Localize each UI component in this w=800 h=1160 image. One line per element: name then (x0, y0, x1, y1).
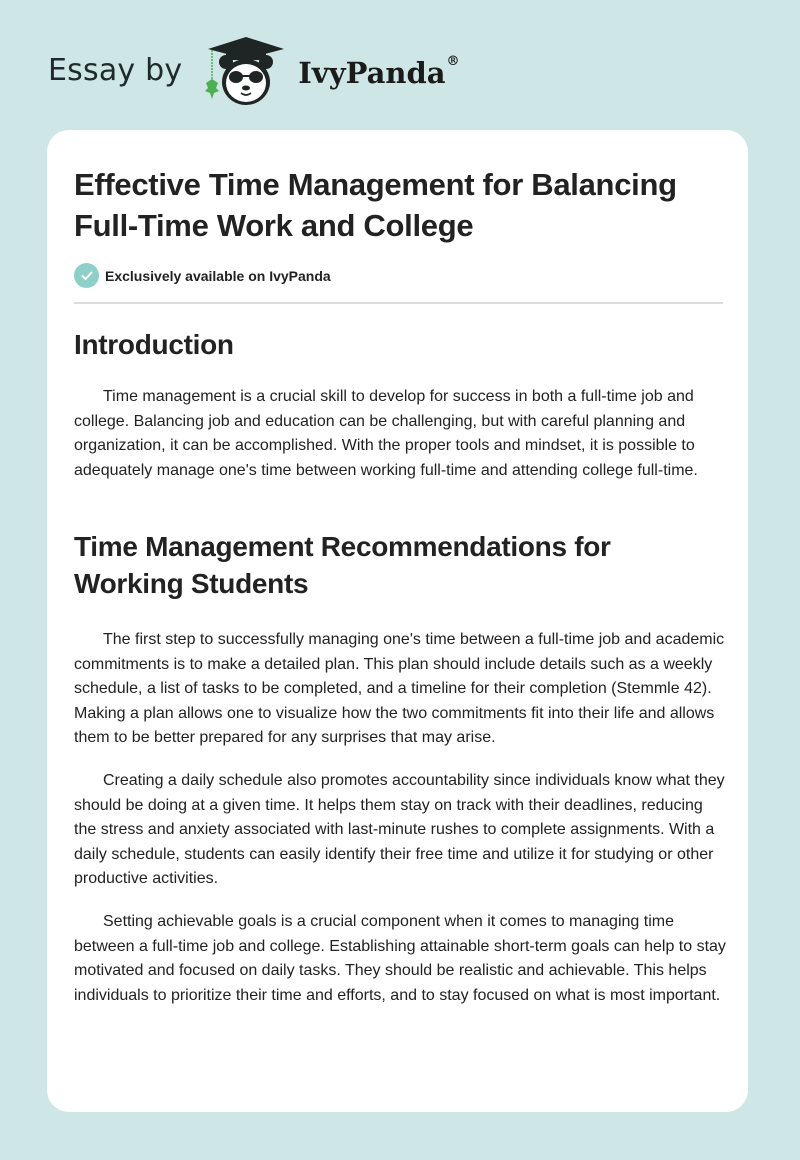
panda-graduate-logo-icon (200, 35, 292, 109)
check-circle-icon (74, 263, 99, 288)
exclusive-badge (74, 263, 331, 288)
essay-card (47, 130, 748, 1112)
exclusive-label: Exclusively available on IvyPanda (105, 267, 331, 284)
paragraph: Time management is a crucial skill to develop for success in both a full-time job and college. Balancing job and education can be challenging, but with careful planning and organization, it can be accomplished. With the proper tools and mindset, it is possible to adequately manage one's time between working full-time and attending college full-time. (74, 388, 698, 479)
section-heading-recommendations: Time Management Recommendations for Working Students (74, 531, 611, 599)
essay-by-label: Essay by (48, 52, 183, 88)
registered-mark: ® (446, 54, 460, 69)
paragraph: Setting achievable goals is a crucial component when it comes to managing time between a full-time job and college. Establishing attainable short-term goals can help to stay motivated and focused on daily tasks. They should be realistic and achievable. This helps individuals to prioritize their time and efforts, and to stay focused on what is most important. (74, 913, 726, 1004)
brand-name-text: IvyPanda (298, 56, 446, 90)
section-heading-introduction: Introduction (74, 329, 234, 360)
title-divider (74, 302, 723, 304)
paragraph: Creating a daily schedule also promotes accountability since individuals know what they should be doing at a given time. It helps them stay on track with their deadlines, reducing the stress and anxiety associated with last-minute rushes to complete assignments. With a daily schedule, students can easily identify their free time and utilize it for studying or other productive activities. (74, 772, 725, 887)
paragraph: The first step to successfully managing one's time between a full-time job and academic commitments is to make a detailed plan. This plan should include details such as a weekly schedule, a list of tasks to be completed, and a timeline for their completion (Stemmle 42). Making a plan allows one to visualize how the two commitments fit into their life and allows them to be better prepared for any surprises that may arise. (74, 631, 725, 746)
brand-name (298, 56, 459, 90)
site-header-brand[interactable] (48, 36, 460, 108)
essay-title: Effective Time Management for Balancing Full-Time Work and College (74, 167, 677, 243)
